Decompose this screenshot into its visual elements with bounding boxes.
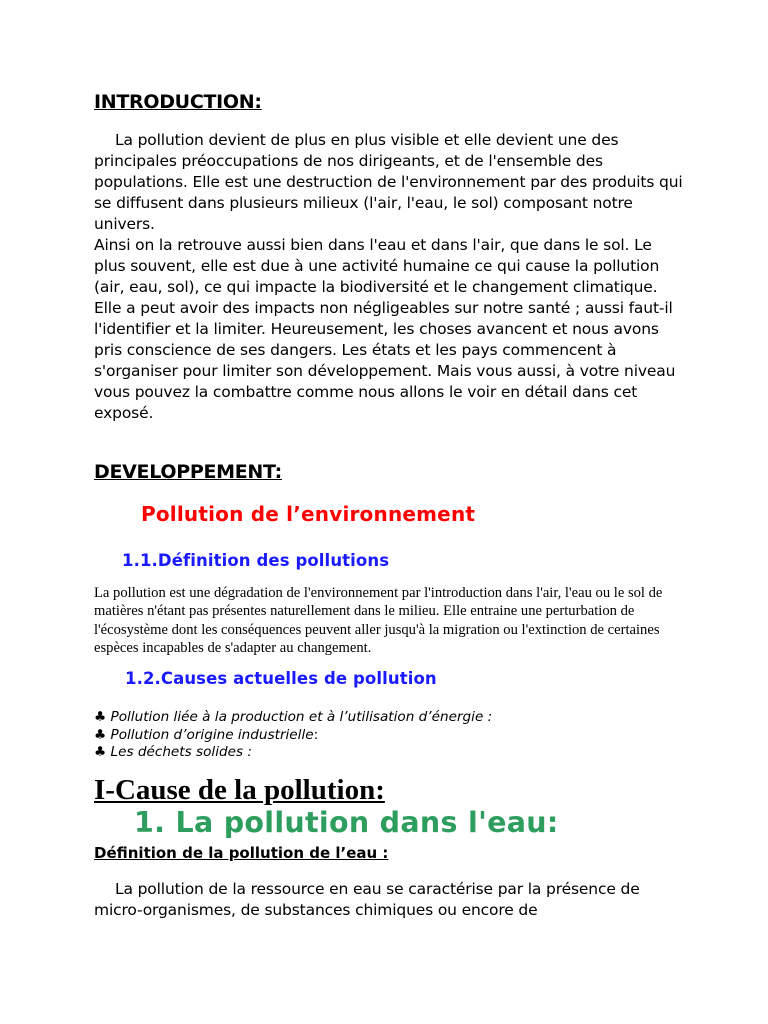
section-title-environnement: Pollution de l’environnement xyxy=(141,502,476,526)
intro-paragraph-3: Elle a peut avoir des impacts non négligeables sur notre santé ; aussi faut-il l'identifier et la limiter. Heureusement, les choses avancent et nous avons pris conscience de ses dangers. Les états et les pays commencent à s'organiser pour limiter son développement. Mais vous aussi, à votre niveau vous pouvez la combattre comme nous allons le voir en détail dans cet exposé. xyxy=(94,299,676,422)
intro-paragraph-2: Ainsi on la retrouve aussi bien dans l'eau et dans l'air, que dans le sol. Le plus souvent, elle est due à une activité humaine ce qui cause la pollution (air, eau, sol), ce qui impacte la biodiversité et le changement climatique. xyxy=(94,236,660,296)
definition-eau-heading: Définition de la pollution de l’eau : xyxy=(94,844,389,862)
club-bullet-icon: ♣ xyxy=(94,726,107,743)
intro-paragraph-1: La pollution devient de plus en plus visible et elle devient une des principales préoccupations de nos dirigeants, et de l'ensemble des populations. Elle est une destruction de l'environnement par des produits qui se diffusent dans plusieurs milieux (l'air, l'eau, le sol) composant notre univers. xyxy=(94,131,683,233)
causes-list xyxy=(94,709,492,762)
eau-paragraph: La pollution de la ressource en eau se caractérise par la présence de micro-organismes, de substances chimiques ou encore de xyxy=(94,880,640,919)
pollution-eau-heading: 1. La pollution dans l'eau: xyxy=(134,806,559,839)
subsection-title-definition: 1.1.Définition des pollutions xyxy=(122,551,390,570)
subsection-title-causes: 1.2.Causes actuelles de pollution xyxy=(125,669,437,688)
cause-heading: I-Cause de la pollution: xyxy=(94,774,385,806)
list-item-suffix: : xyxy=(313,726,319,743)
list-item xyxy=(94,709,492,727)
club-bullet-icon: ♣ xyxy=(94,709,107,725)
list-item-text: Pollution d’origine industrielle xyxy=(110,726,314,743)
list-item-text: Les déchets solides : xyxy=(110,744,252,760)
list-item xyxy=(94,744,492,762)
developpement-heading: DEVELOPPEMENT: xyxy=(94,461,282,483)
club-bullet-icon: ♣ xyxy=(94,744,107,760)
list-item xyxy=(94,727,492,745)
definition-paragraph: La pollution est une dégradation de l'environnement par l'introduction dans l'air, l'eau ou le sol de matières n'étant pas présentes naturellement dans le milieu. Elle entraine une perturbation de l'écosystème dont les conséquences peuvent aller jusqu'à la migration ou l'extinction de certaines espèces incapables de s'adapter au changement. xyxy=(94,585,663,656)
introduction-heading: INTRODUCTION: xyxy=(94,91,262,113)
list-item-text: Pollution liée à la production et à l’utilisation d’énergie : xyxy=(110,709,493,725)
introduction-body xyxy=(94,130,684,424)
